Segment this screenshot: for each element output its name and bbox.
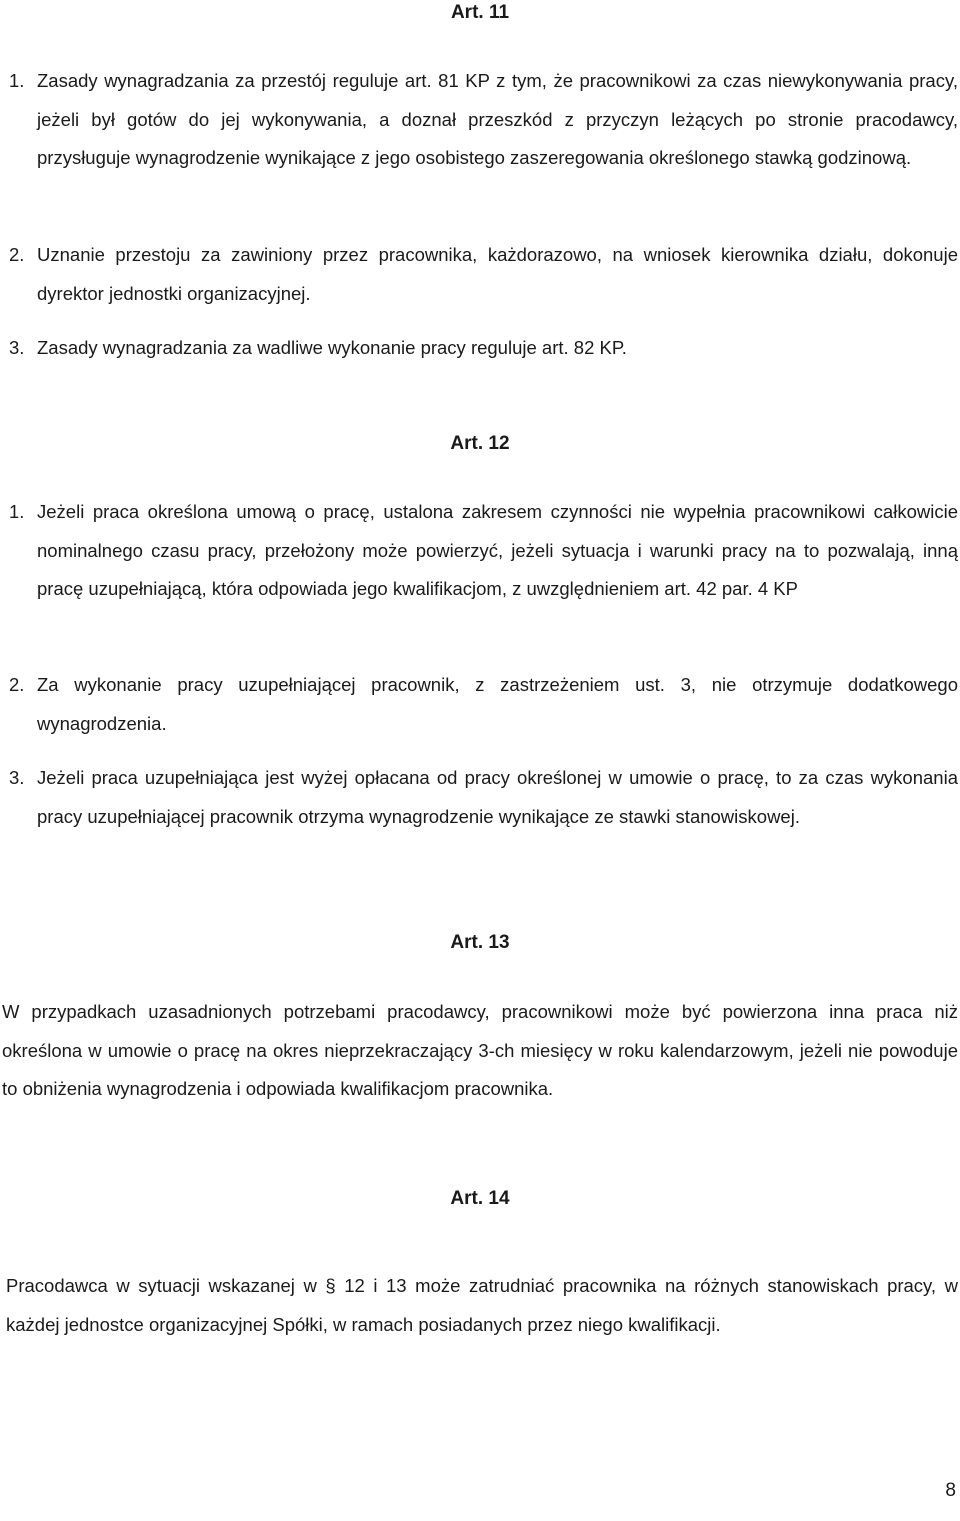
item-number: 1. (9, 501, 25, 522)
article-13-heading: Art. 13 (450, 932, 510, 953)
art12-item-2 (0, 666, 960, 743)
art11-item-2 (0, 236, 960, 313)
article-14-heading: Art. 14 (450, 1188, 510, 1209)
page-number: 8 (945, 1480, 956, 1501)
item-text: Zasady wynagradzania za wadliwe wykonanie pracy reguluje art. 82 KP. (37, 337, 627, 358)
item-number: 2. (9, 674, 25, 695)
item-number: 3. (9, 767, 25, 788)
article-11-heading: Art. 11 (450, 2, 510, 23)
article-12-heading: Art. 12 (450, 433, 510, 454)
art12-item-3 (0, 759, 960, 836)
item-text: Jeżeli praca uzupełniająca jest wyżej opłacana od pracy określonej w umowie o pracę, to za czas wykonania pracy uzupełniającej pracownik otrzyma wynagrodzenie wynikające ze stawki stanowiskowej. (37, 767, 958, 827)
art13-paragraph: W przypadkach uzasadnionych potrzebami pracodawcy, pracownikowi może być powierzona inna praca niż określona w umowie o pracę na okres nieprzekraczający 3-ch miesięcy w roku kalendarzowym, jeżeli nie powoduje to obniżenia wynagrodzenia i odpowiada kwalifikacjom pracownika. (2, 1001, 958, 1099)
item-number: 2. (9, 244, 25, 265)
item-text: Jeżeli praca określona umową o pracę, ustalona zakresem czynności nie wypełnia pracownikowi całkowicie nominalnego czasu pracy, przełożony może powierzyć, jeżeli sytuacja i warunki pracy na to pozwalają, inną pracę uzupełniającą, która odpowiada jego kwalifikacjom, z uwzględnieniem art. 42 par. 4 KP (37, 501, 958, 599)
item-text: Za wykonanie pracy uzupełniającej pracownik, z zastrzeżeniem ust. 3, nie otrzymuje dodatkowego wynagrodzenia. (37, 674, 958, 734)
art11-item-1 (0, 62, 960, 178)
item-number: 3. (9, 337, 25, 358)
item-text: Zasady wynagradzania za przestój reguluje art. 81 KP z tym, że pracownikowi za czas niewykonywania pracy, jeżeli był gotów do jej wykonywania, a doznał przeszkód z przyczyn leżących po stronie pracodawcy, przysługuje wynagrodzenie wynikające z jego osobistego zaszeregowania określonego stawką godzinową. (37, 70, 958, 168)
item-number: 1. (9, 70, 25, 91)
art14-paragraph: Pracodawca w sytuacji wskazanej w § 12 i 13 może zatrudniać pracownika na różnych stanowiskach pracy, w każdej jednostce organizacyjnej Spółki, w ramach posiadanych przez niego kwalifikacji. (6, 1275, 958, 1335)
art11-item-3 (0, 329, 960, 368)
item-text: Uznanie przestoju za zawiniony przez pracownika, każdorazowo, na wniosek kierownika działu, dokonuje dyrektor jednostki organizacyjnej. (37, 244, 958, 304)
art12-item-1 (0, 493, 960, 609)
